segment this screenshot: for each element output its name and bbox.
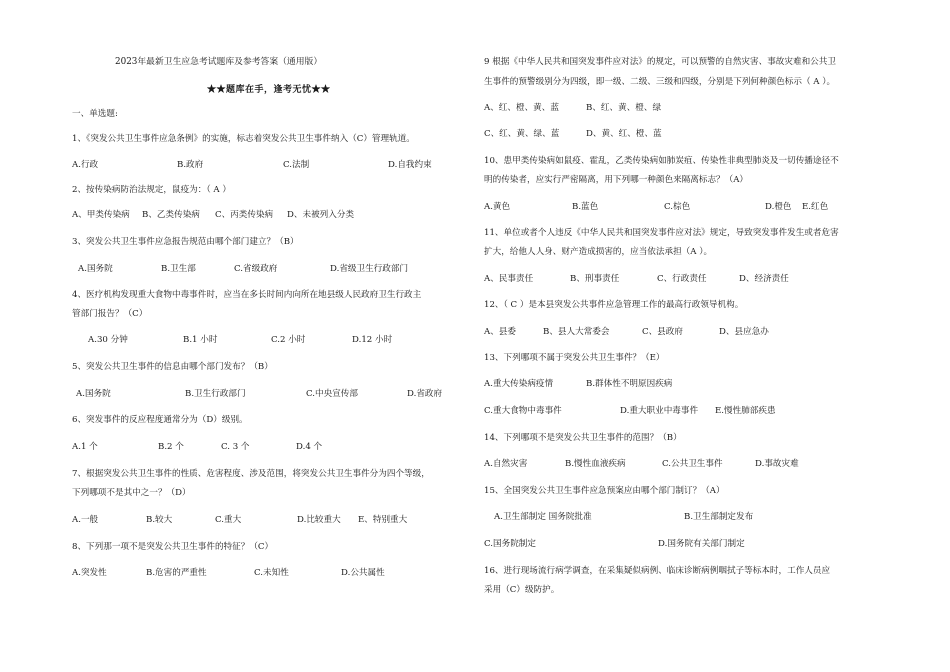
question-4-line-1: 4、医疗机构发现重大食物中毒事件时，应当在多长时间内向所在地县级人民政府卫生行政主 (72, 290, 422, 300)
question-2: 2、按传染病防治法规定，鼠疫为：（ A ） (72, 185, 231, 195)
q11-option-c: C、行政责任 (657, 274, 707, 284)
q10-option-d: D.橙色 (765, 202, 792, 212)
q9-option-b: B、红、黄、橙、绿 (586, 103, 662, 113)
q7-option-e: E、特别重大 (358, 515, 408, 525)
q1-option-b: B.政府 (177, 160, 204, 170)
q5-option-b: B.卫生行政部门 (185, 389, 246, 399)
q1-option-a: A.行政 (72, 160, 99, 170)
q15-option-b: B.卫生部制定发布 (684, 512, 754, 522)
question-4-line-2: 管部门报告？（C） (72, 309, 148, 319)
question-10-line-1: 10、患甲类传染病如鼠疫、霍乱，乙类传染病如肺炭疽、传染性非典型肺炎及一切传播途径不 (484, 156, 839, 166)
q14-option-b: B.慢性血液疾病 (565, 459, 626, 469)
q11-option-d: D、经济责任 (739, 274, 789, 284)
q8-option-d: D.公共属性 (341, 568, 385, 578)
question-10-line-2: 明的传染者，应实行严密隔离，用下列哪一种颜色来隔离标志？（A） (484, 175, 749, 185)
question-3: 3、突发公共卫生事件应急报告规范由哪个部门建立？（B） (72, 237, 299, 247)
q5-option-c: C.中央宣传部 (306, 389, 358, 399)
q1-option-c: C.法制 (283, 160, 310, 170)
q3-option-c: C.省级政府 (234, 264, 278, 274)
q15-option-c: C.国务院制定 (484, 539, 536, 549)
question-1: 1、《突发公共卫生事件应急条例》的实施，标志着突发公共卫生事件纳入（C）管理轨道。 (72, 134, 415, 144)
q11-option-a: A、民事责任 (484, 274, 534, 284)
q13-option-a: A.重大传染病疫情 (484, 379, 554, 389)
q9-option-c: C、红、黄、绿、蓝 (484, 129, 560, 139)
q10-option-e: E.红色 (802, 202, 829, 212)
q5-option-d: D.省政府 (407, 389, 443, 399)
q12-option-b: B、县人大常委会 (543, 327, 610, 337)
q12-option-a: A、县委 (484, 327, 516, 337)
q2-option-b: B、乙类传染病 (142, 210, 200, 220)
question-12: 12、（ C ）是本县突发公共事件应急管理工作的最高行政领导机构。 (484, 300, 744, 310)
q10-option-c: C.棕色 (664, 202, 691, 212)
question-15: 15、全国突发公共卫生事件应急预案应由哪个部门制订？（A） (484, 486, 725, 496)
q8-option-c: C.未知性 (254, 568, 289, 578)
question-14: 14、下列哪项不是突发公共卫生事件的范围？（B） (484, 433, 682, 443)
question-7-line-2: 下列哪项不是其中之一？（D） (72, 488, 191, 498)
question-5: 5、突发公共卫生事件的信息由哪个部门发布？（B） (72, 362, 273, 372)
q13-option-c: C.重大食物中毒事件 (484, 406, 562, 416)
q10-option-a: A.黄色 (484, 202, 511, 212)
question-11-line-1: 11、单位或者个人违反《中华人民共和国突发事件应对法》规定，导致突发事件发生或者危害 (484, 228, 839, 238)
question-16-line-1: 16、进行现场流行病学调查，在采集疑似病例、临床诊断病例咽拭子等标本时，工作人员应 (484, 566, 831, 576)
section-heading: 一、单选题: (72, 109, 118, 119)
q4-option-d: D.12 小时 (352, 335, 393, 345)
q12-option-c: C、县政府 (642, 327, 683, 337)
q9-option-a: A、红、橙、黄、蓝 (484, 103, 559, 113)
document-title: 2023年最新卫生应急考试题库及参考答案（通用版） (115, 57, 323, 67)
q3-option-b: B.卫生部 (161, 264, 196, 274)
q3-option-a: A.国务院 (78, 264, 113, 274)
question-13: 13、下列哪项不属于突发公共卫生事件？（E） (484, 353, 665, 363)
q11-option-b: B、刑事责任 (570, 274, 620, 284)
q3-option-d: D.省级卫生行政部门 (330, 264, 409, 274)
q10-option-b: B.蓝色 (572, 202, 599, 212)
question-7-line-1: 7、根据突发公共卫生事件的性质、危害程度、涉及范围，将突发公共卫生事件分为四个等级， (72, 469, 430, 479)
q6-option-b: B.2 个 (158, 442, 184, 452)
q13-option-e: E.慢性肺部疾患 (715, 406, 776, 416)
q2-option-a: A、甲类传染病 (72, 210, 130, 220)
q6-option-c: C. 3 个 (221, 442, 250, 452)
q7-option-c: C.重大 (215, 515, 242, 525)
q12-option-d: D、县应急办 (719, 327, 769, 337)
question-9-line-2: 生事件的预警级别分为四级，即一级、二级、三级和四级，分别是下列何种颜色标示（ A ）。 (484, 77, 836, 87)
q8-option-a: A.突发性 (72, 568, 107, 578)
q4-option-b: B.1 小时 (183, 335, 218, 345)
q8-option-b: B.危害的严重性 (146, 568, 207, 578)
question-11-line-2: 扩大，给他人人身、财产造成损害的，应当依法承担（A ）。 (484, 247, 713, 257)
q1-option-d: D.自我约束 (388, 160, 432, 170)
q6-option-a: A.1 个 (72, 442, 98, 452)
q15-option-d: D.国务院有关部门制定 (658, 539, 745, 549)
question-16-line-2: 采用（C）级防护。 (484, 585, 560, 595)
q13-option-d: D.重大职业中毒事件 (620, 406, 699, 416)
question-8: 8、下列那一项不是突发公共卫生事件的特征？（C） (72, 542, 274, 552)
q4-option-c: C.2 小时 (271, 335, 306, 345)
q13-option-b: B.群体性不明原因疾病 (586, 379, 673, 389)
q4-option-a: A.30 分钟 (88, 335, 128, 345)
document-subtitle: ★★题库在手，逢考无忧★★ (207, 85, 331, 95)
q5-option-a: A.国务院 (76, 389, 111, 399)
question-9-line-1: 9 根据《中华人民共和国突发事件应对法》的规定，可以预警的自然灾害、事故灾难和公共卫 (484, 57, 836, 67)
q7-option-a: A.一般 (72, 515, 99, 525)
q2-option-c: C、丙类传染病 (215, 210, 274, 220)
q2-option-d: D、未被列入分类 (287, 210, 355, 220)
q9-option-d: D、黄、红、橙、蓝 (586, 129, 662, 139)
q14-option-a: A.自然灾害 (484, 459, 528, 469)
q14-option-d: D.事故灾难 (755, 459, 799, 469)
q6-option-d: D.4 个 (296, 442, 323, 452)
question-6: 6、突发事件的反应程度通常分为（D）级别。 (72, 415, 248, 425)
q7-option-b: B.较大 (146, 515, 173, 525)
q15-option-a: A.卫生部制定 国务院批准 (494, 512, 592, 522)
q14-option-c: C.公共卫生事件 (662, 459, 723, 469)
q7-option-d: D.比较重大 (297, 515, 341, 525)
